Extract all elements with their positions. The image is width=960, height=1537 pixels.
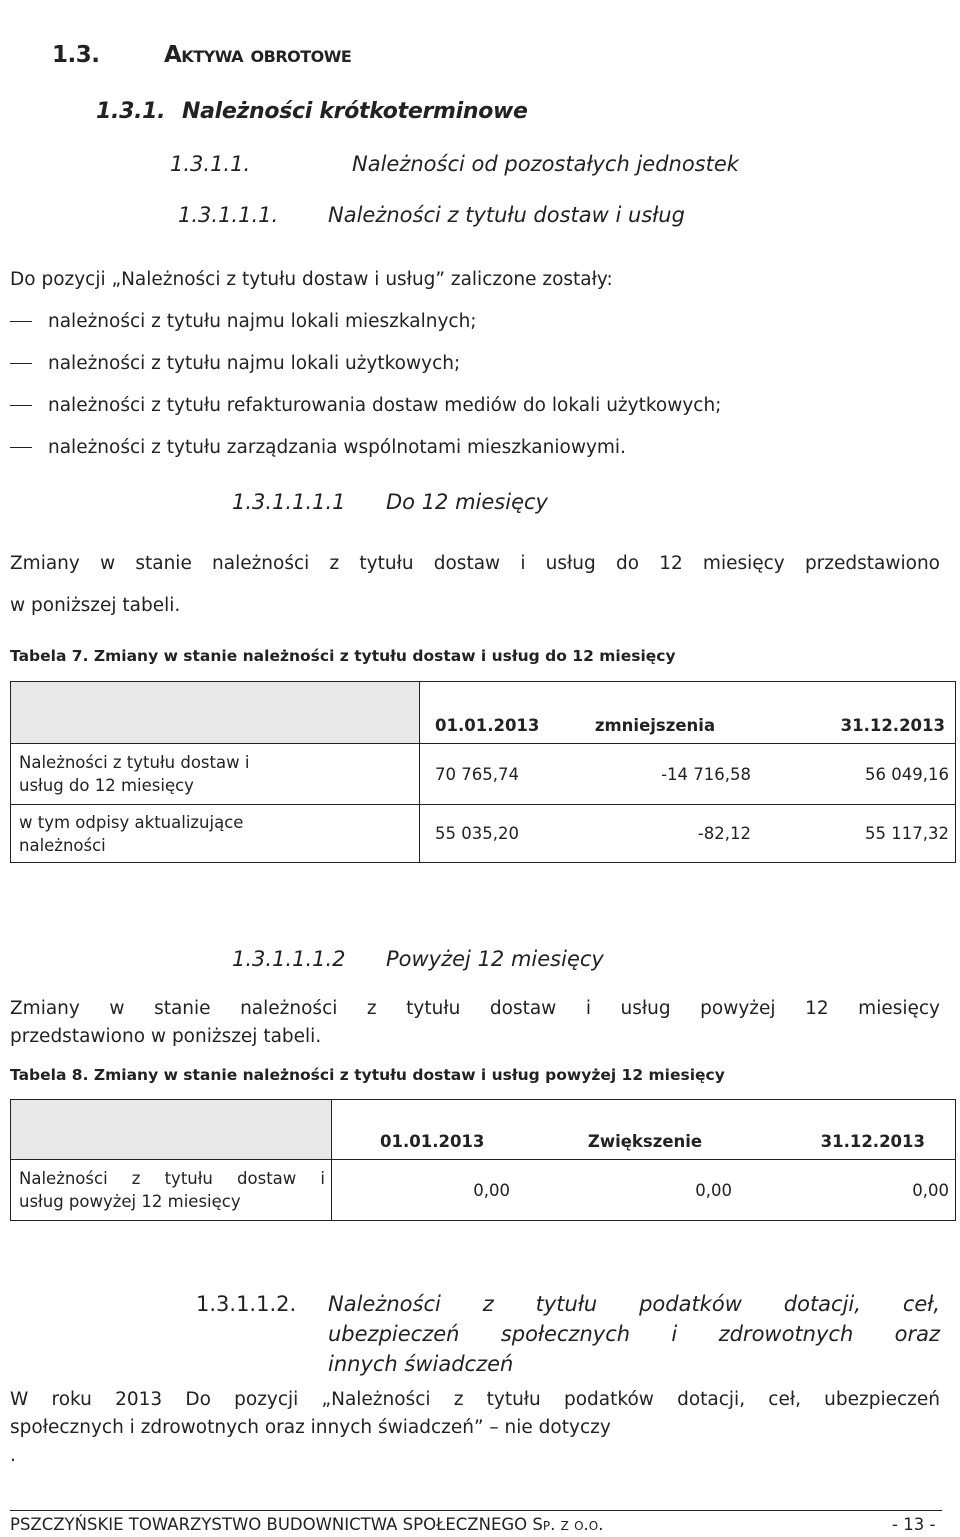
dash-icon bbox=[10, 363, 32, 364]
table7-header-opening: 01.01.2013 bbox=[420, 682, 546, 744]
list-item: należności z tytułu najmu lokali użytkowych; bbox=[10, 353, 460, 374]
table-row bbox=[11, 744, 956, 805]
table7-row1-decrease: -14 716,58 bbox=[545, 744, 765, 805]
list-item: należności z tytułu najmu lokali mieszkalnych; bbox=[10, 311, 477, 332]
dash-icon bbox=[10, 321, 32, 322]
section1-number: 1.3.1.1.1.1 bbox=[232, 490, 346, 514]
table7-header-decrease: zmniejszenia bbox=[545, 682, 765, 744]
table8-caption: Tabela 8. Zmiany w stanie należności z tytułu dostaw i usług powyżej 12 miesięcy bbox=[10, 1066, 725, 1084]
section3-paragraph-line3: . bbox=[10, 1445, 16, 1466]
table8-row1-closing: 0,00 bbox=[760, 1160, 956, 1221]
table7-caption: Tabela 7. Zmiany w stanie należności z tytułu dostaw i usług do 12 miesięcy bbox=[10, 647, 676, 665]
heading-1-title: Aktywa obrotowe bbox=[164, 42, 352, 68]
table8-header-opening: 01.01.2013 bbox=[332, 1100, 531, 1160]
section2-paragraph-line2: przedstawiono w poniższej tabeli. bbox=[10, 1026, 322, 1047]
table7-row1-closing: 56 049,16 bbox=[765, 744, 956, 805]
heading-4-number: 1.3.1.1.1. bbox=[178, 203, 279, 227]
table8-row1-increase: 0,00 bbox=[530, 1160, 760, 1221]
section3-number: 1.3.1.1.2. bbox=[196, 1292, 297, 1316]
table7-row1-label: Należności z tytułu dostaw i usług do 12 miesięcy bbox=[11, 744, 420, 805]
table8-header-closing: 31.12.2013 bbox=[760, 1100, 956, 1160]
table8-empty-header bbox=[11, 1100, 332, 1160]
table8-row1-label: Należności z tytułu dostaw i usług powyżej 12 miesięcy bbox=[11, 1160, 332, 1221]
section2-title: Powyżej 12 miesięcy bbox=[386, 947, 604, 971]
heading-1 bbox=[52, 42, 351, 68]
section1-title: Do 12 miesięcy bbox=[386, 490, 548, 514]
table7-header-closing: 31.12.2013 bbox=[765, 682, 956, 744]
heading-1-number: 1.3. bbox=[52, 42, 100, 68]
list-item: należności z tytułu refakturowania dostaw mediów do lokali użytkowych; bbox=[10, 395, 721, 416]
table-8 bbox=[10, 1099, 956, 1221]
table-7 bbox=[10, 681, 956, 863]
table7-row1-opening: 70 765,74 bbox=[420, 744, 546, 805]
section3-paragraph-line2: społecznych i zdrowotnych oraz innych świadczeń” – nie dotyczy bbox=[10, 1417, 611, 1438]
heading-3-title: Należności od pozostałych jednostek bbox=[352, 152, 739, 176]
footer-organization: PSZCZYŃSKIE TOWARZYSTWO BUDOWNICTWA SPOŁECZNEGO Sp. z o.o. bbox=[10, 1515, 604, 1534]
table7-row2-label: w tym odpisy aktualizujące należności bbox=[11, 805, 420, 863]
heading-2 bbox=[96, 99, 528, 124]
intro-text: Do pozycji „Należności z tytułu dostaw i usług” zaliczone zostały: bbox=[10, 269, 613, 290]
table-row bbox=[11, 805, 956, 863]
table8-row1-opening: 0,00 bbox=[332, 1160, 531, 1221]
list-item: należności z tytułu zarządzania wspólnotami mieszkaniowymi. bbox=[10, 437, 626, 458]
section3-paragraph-line1: W roku 2013 Do pozycji „Należności z tytułu podatków dotacji, ceł, ubezpieczeń bbox=[10, 1389, 940, 1410]
section1-paragraph-line1: Zmiany w stanie należności z tytułu dostaw i usług do 12 miesięcy przedstawiono bbox=[10, 553, 940, 574]
table7-row2-closing: 55 117,32 bbox=[765, 805, 956, 863]
section1-paragraph-line2: w poniższej tabeli. bbox=[10, 595, 181, 616]
table-row bbox=[11, 1160, 956, 1221]
heading-2-title: Należności krótkoterminowe bbox=[182, 99, 528, 124]
section3-title-line1: Należności z tytułu podatków dotacji, ceł, bbox=[328, 1292, 940, 1316]
footer-divider bbox=[10, 1510, 942, 1511]
section2-paragraph-line1: Zmiany w stanie należności z tytułu dostaw i usług powyżej 12 miesięcy bbox=[10, 998, 940, 1019]
footer-page-number: - 13 - bbox=[892, 1515, 936, 1534]
heading-3-number: 1.3.1.1. bbox=[170, 152, 251, 176]
table8-header-increase: Zwiększenie bbox=[530, 1100, 760, 1160]
heading-2-number: 1.3.1. bbox=[96, 99, 166, 124]
table7-empty-header bbox=[11, 682, 420, 744]
section2-number: 1.3.1.1.1.2 bbox=[232, 947, 346, 971]
dash-icon bbox=[10, 405, 32, 406]
section3-title-line2: ubezpieczeń społecznych i zdrowotnych oraz bbox=[328, 1322, 940, 1346]
table7-row2-decrease: -82,12 bbox=[545, 805, 765, 863]
section3-title-line3: innych świadczeń bbox=[328, 1352, 514, 1376]
heading-4-title: Należności z tytułu dostaw i usług bbox=[328, 203, 685, 227]
table7-row2-opening: 55 035,20 bbox=[420, 805, 546, 863]
dash-icon bbox=[10, 447, 32, 448]
